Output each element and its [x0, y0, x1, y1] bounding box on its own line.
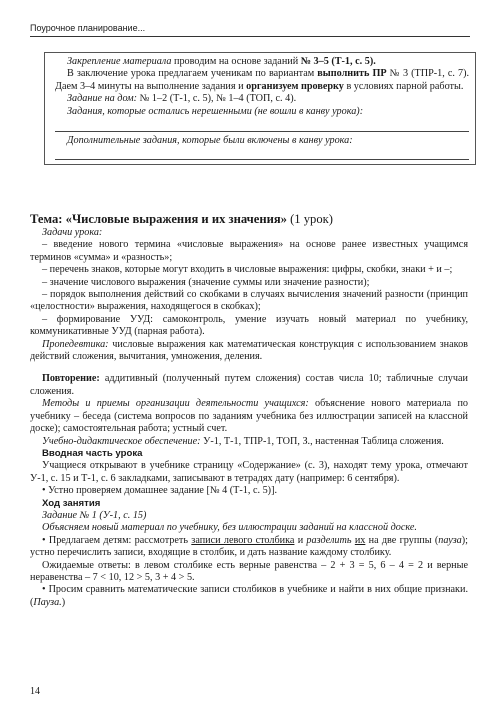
support-paragraph	[30, 436, 468, 448]
extra-tasks-blank-line	[55, 149, 469, 160]
propaedeutics-paragraph	[30, 339, 468, 364]
instruction-text-b: и	[294, 534, 307, 546]
task-note: Объясняем новый материал по учебнику, без иллюстрации заданий на классной доске.	[42, 522, 417, 534]
intro-paragraph: Учащиеся открывают в учебнике страницу «Содержание» (с. 3), находят тему урока, отмечают У-1, с. 15 и Т-1, с. 6 закладками, записывают в тетрадях дату (например: 6 сентября).	[30, 460, 468, 484]
methods-paragraph	[30, 398, 468, 435]
running-head: Поурочное планирование...	[30, 23, 146, 33]
goal-item: – перечень знаков, которые могут входить в числовые выражения: цифры, скобки, знаки + и –;	[42, 264, 453, 276]
homework-text: № 1–2 (Т-1, с. 5), № 1–4 (ТОП, с. 4).	[137, 93, 297, 105]
instruction-underline-a: записи левого столбика	[191, 534, 295, 546]
main-content	[30, 212, 468, 609]
homework-label: Задание на дом:	[67, 93, 138, 105]
task-instruction-paragraph	[30, 535, 468, 560]
conclusion-text-b: № 3 (ТПР-1, с. 7). Даем 3–4 минуты на выполнение задания и	[55, 68, 470, 92]
lesson-heading: Ход занятия	[42, 497, 101, 509]
goal-item: – порядок выполнения действий со скобками в случаях вычисления значений разности (принцип «целостности» выражения, находящегося в скобках);	[30, 289, 468, 313]
conclusion-bold-a: выполнить ПР	[317, 68, 387, 80]
topic-duration: (1 урок)	[286, 212, 333, 226]
intro-heading: Вводная часть урока	[42, 447, 143, 459]
conclusion-text-c: в условиях парной работы.	[343, 80, 464, 92]
consolidation-paragraph	[55, 56, 469, 68]
topic-title: Тема: «Числовые выражения и их значения»	[30, 212, 287, 226]
compare-paragraph	[30, 584, 468, 609]
methods-label: Методы и приемы организации деятельности учащихся:	[42, 398, 309, 410]
review-label: Повторение:	[42, 373, 100, 385]
expected-answers-paragraph: Ожидаемые ответы: в левом столбике есть верные равенства – 2 + 3 = 5, 6 – 4 = 2 и верные неравенства – 7 < 10, 12 > 5, 3 + 4 > 5.	[30, 559, 468, 583]
compare-pause: Пауза.	[33, 596, 62, 608]
instruction-text-c: на две группы (	[365, 534, 439, 546]
intro-homework-check: • Устно проверяем домашнее задание [№ 4 (Т-1, с. 5)].	[42, 485, 278, 497]
review-text: аддитивный (полученный путем сложения) состав числа 10; табличные случаи сложения.	[30, 373, 468, 397]
homework-paragraph	[55, 93, 469, 105]
consolidation-text: проводим на основе заданий	[171, 56, 301, 67]
instruction-text-d: ); устно перечислить записи, входящие в столбик, и дать название каждому столбику.	[30, 534, 468, 559]
header-rule	[30, 36, 470, 37]
support-text: У-1, Т-1, ТПР-1, ТОП, З., настенная Таблица сложения.	[200, 435, 444, 447]
support-label: Учебно-дидактическое обеспечение:	[42, 435, 201, 447]
goals-label: Задачи урока:	[42, 227, 103, 238]
conclusion-paragraph	[55, 68, 469, 93]
topic-heading	[30, 212, 468, 227]
instruction-pause: пауза	[438, 534, 462, 546]
instruction-underline-b: их	[354, 534, 366, 546]
goal-item: – введение нового термина «числовые выражения» на основе ранее известных учащимся терминов «сумма» и «разность»;	[30, 239, 468, 263]
propaedeutics-label: Пропедевтика:	[42, 338, 109, 350]
unsolved-blank-line	[55, 119, 469, 132]
extra-tasks-label: Дополнительные задания, которые были включены в канву урока:	[67, 135, 353, 147]
consolidation-label: Закрепление материала	[67, 56, 172, 67]
task-label: Задание № 1 (У-1, с. 15)	[42, 509, 147, 521]
compare-text-b: )	[61, 596, 66, 608]
goal-item: – значение числового выражения (значение суммы или значение разности);	[42, 276, 370, 288]
compare-text-a: • Просим сравнить математические записи столбиков в учебнике и найти в них общие признаки. (	[30, 584, 468, 608]
conclusion-bold-b: организуем проверку	[246, 80, 344, 92]
methods-text: объяснение нового материала по учебнику – беседа (система вопросов по заданиям учебника без иллюстрации записей на классной доске); самостоятельная работа; устный счет.	[30, 398, 468, 435]
unsolved-label: Задания, которые остались нерешенными (не вошли в канву урока):	[67, 105, 364, 117]
goal-item: – формирование УУД: самоконтроль, умение изучать новый материал по учебнику, коммуникативные УУД (парная работа).	[30, 313, 468, 338]
review-paragraph	[30, 373, 468, 398]
lesson-summary-box	[44, 52, 476, 165]
conclusion-text-a: В заключение урока предлагаем ученикам по вариантам	[67, 68, 318, 80]
propaedeutics-text: числовые выражения как математическая конструкция с использованием знаков действий сложения, вычитания, умножения, деления.	[30, 338, 468, 363]
instruction-italic-a: разделить	[306, 534, 352, 546]
instruction-text-a: • Предлагаем детям: рассмотреть	[42, 534, 192, 546]
page-number: 14	[30, 686, 40, 697]
consolidation-tasks: № 3–5 (Т-1, с. 5).	[300, 56, 376, 67]
